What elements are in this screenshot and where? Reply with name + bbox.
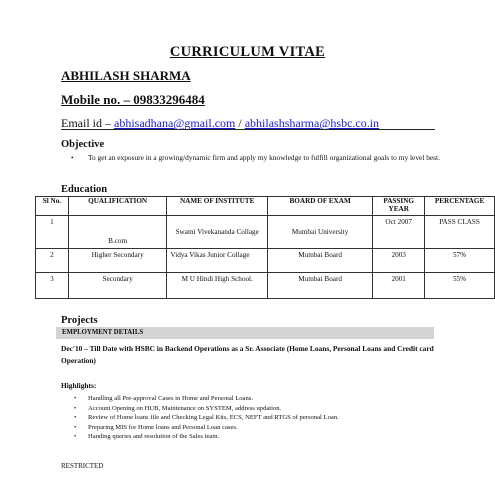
bullet-icon: • [74, 414, 77, 421]
cell-percentage: 55% [425, 273, 495, 299]
bullet-icon: • [71, 153, 74, 162]
email-link-primary[interactable]: abhisadhana@gmail.com [114, 116, 236, 130]
highlights-heading: Highlights: [61, 381, 97, 390]
list-item [61, 423, 339, 433]
cell-institute: Vidya Vikas Junior Collage [167, 249, 267, 273]
cell-institute: M U Hindi High School. [167, 273, 267, 299]
cell-percentage: 57% [425, 249, 495, 273]
cell-board: Mumbai Board [267, 273, 372, 299]
email-separator: / [235, 116, 245, 130]
employment-description: Dec'10 – Till Date with HSBC in Backend Operations as a Sr. Associate (Home Loans, Personal Loans and Credit card Operation) [61, 344, 434, 365]
highlight-text: Preparing MIS for Home loans and Personal Loan cases. [88, 423, 238, 431]
email-prefix: Email id – [61, 116, 114, 130]
mobile-number: Mobile no. – 09833296484 [61, 92, 205, 107]
highlight-text: Handing queries and resolution of the Sales team. [88, 433, 220, 440]
cell-passing-year: Oct 2007 [373, 216, 425, 249]
column-header-sl-no: Sl No. [36, 197, 69, 216]
cell-passing-year: 2003 [373, 249, 425, 273]
employment-details-bar [56, 327, 434, 339]
bullet-icon: • [74, 433, 77, 440]
bullet-icon: • [74, 395, 77, 402]
table-row [36, 273, 495, 299]
objective-heading: Objective [61, 139, 105, 150]
cell-passing-year: 2001 [373, 273, 425, 299]
column-header-passing-year: PASSING YEAR [373, 197, 425, 216]
cell-qualification: Secondary [68, 273, 167, 299]
column-header-institute: NAME OF INSTITUTE [167, 197, 267, 216]
column-header-qualification: QUALIFICATION [68, 197, 167, 216]
cell-board: Mumbai University [267, 216, 372, 249]
cell-sl-no: 2 [36, 249, 69, 273]
list-item [61, 413, 339, 423]
employment-details-label: EMPLOYMENT DETAILS [62, 329, 144, 336]
cell-institute: Swami Vivekananda Collage [167, 216, 267, 249]
column-header-board: BOARD OF EXAM [267, 197, 372, 216]
bullet-icon: • [74, 404, 77, 412]
document-title-text: CURRICULUM VITAE [169, 44, 326, 60]
table-row [36, 216, 495, 249]
cell-board: Mumbai Board [267, 249, 372, 273]
highlight-text: Handling all Pre-approval Cases in Home and Personal Loans. [88, 395, 253, 402]
education-table [35, 196, 495, 299]
highlight-text: Account Opening on HUB, Maintenance on SYSTEM, address updation. [88, 404, 282, 412]
cell-sl-no: 3 [36, 273, 69, 299]
email-divider [61, 129, 435, 130]
cell-qualification: Higher Secondary [68, 249, 167, 273]
projects-heading: Projects [61, 315, 98, 326]
table-header-row [36, 197, 495, 216]
restricted-footer: RESTRICTED [61, 462, 104, 470]
list-item [61, 404, 339, 414]
highlights-list [61, 394, 339, 442]
cell-sl-no: 1 [36, 216, 69, 249]
objective-text: To get an exposure in a growing/dynamic firm and apply my knowledge to fulfill organizational goals to my level best. [88, 153, 440, 162]
bullet-icon: • [74, 423, 77, 431]
document-title [0, 44, 495, 61]
list-item [61, 394, 339, 404]
list-item [61, 432, 339, 442]
email-link-secondary[interactable]: abhilashsharma@hsbc.co.in [244, 116, 380, 130]
column-header-percentage: PERCENTAGE [425, 197, 495, 216]
candidate-name: ABHILASH SHARMA [61, 68, 191, 83]
highlight-text: Review of Home loans file and Checking Legal Kits, ECS, NEFT and RTGS of personal Loan. [88, 414, 339, 421]
table-row [36, 249, 495, 273]
cell-qualification: B.com [68, 216, 167, 249]
cell-percentage: PASS CLASS [425, 216, 495, 249]
education-heading: Education [61, 184, 108, 195]
